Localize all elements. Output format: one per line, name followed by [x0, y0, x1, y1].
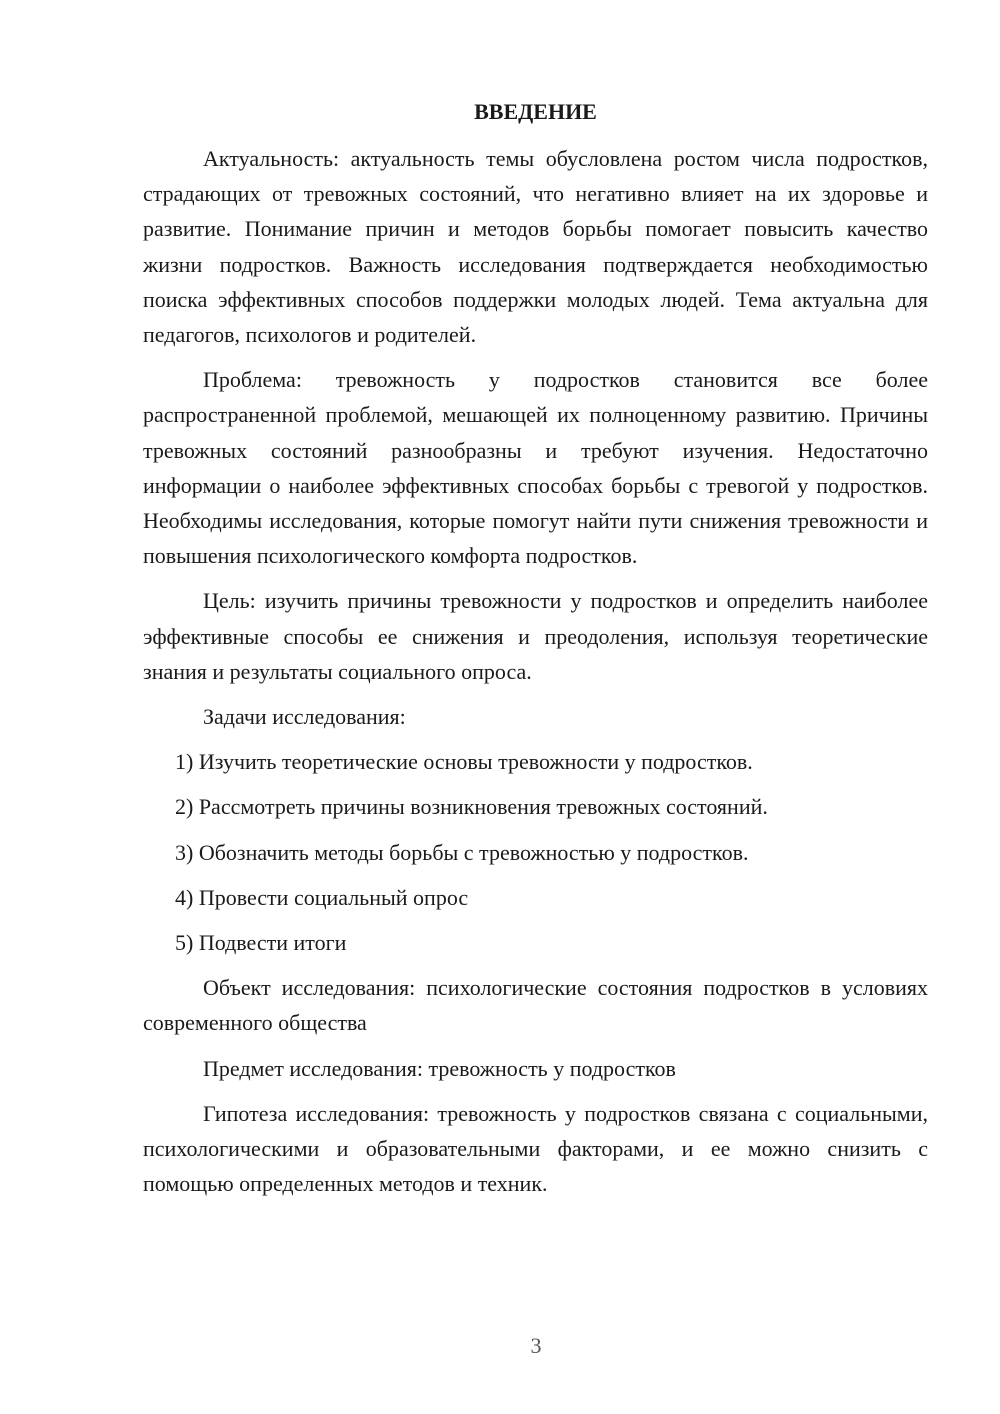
object-paragraph: Объект исследования: психологические состояния подростков в условиях современного общества [143, 975, 928, 1036]
task-item: 5) Подвести итоги [175, 930, 347, 956]
tasks-heading: Задачи исследования: [203, 704, 406, 730]
task-item: 4) Провести социальный опрос [175, 884, 469, 910]
document-page [143, 94, 928, 1211]
task-item: 3) Обозначить методы борьбы с тревожностью у подростков. [175, 839, 749, 865]
problem-paragraph: Проблема: тревожность у подростков становится все более распространенной проблемой, мешающей их полноценному развитию. Причины тревожных состояний разнообразны и требуют изучения. Недостаточно информации о наиболее эффективных способах борьбы с тревогой у подростков. Необходимы исследования, которые помогут найти пути снижения тревожности и повышения психологического комфорта подростков. [143, 367, 928, 569]
goal-paragraph: Цель: изучить причины тревожности у подростков и определить наиболее эффективные способы ее снижения и преодоления, используя теоретические знания и результаты социального опроса. [143, 588, 928, 684]
task-item: 1) Изучить теоретические основы тревожности у подростков. [175, 749, 753, 775]
tasks-list [143, 744, 928, 960]
page-number: 3 [530, 1333, 542, 1358]
document-heading: ВВЕДЕНИЕ [474, 99, 597, 124]
hypothesis-paragraph: Гипотеза исследования: тревожность у подростков связана с социальными, психологическими и образовательными факторами, и ее можно снизить с помощью определенных методов и техник. [143, 1100, 928, 1197]
relevance-paragraph: Актуальность: актуальность темы обусловлена ростом числа подростков, страдающих от тревожных состояний, что негативно влияет на их здоровье и развитие. Понимание причин и методов борьбы помогает повысить качество жизни подростков. Важность исследования подтверждается необходимостью поиска эффективных способов поддержки молодых людей. Тема актуальна для педагогов, психологов и родителей. [143, 146, 928, 348]
subject-paragraph: Предмет исследования: тревожность у подростков [203, 1055, 676, 1081]
task-item: 2) Рассмотреть причины возникновения тревожных состояний. [175, 794, 768, 820]
